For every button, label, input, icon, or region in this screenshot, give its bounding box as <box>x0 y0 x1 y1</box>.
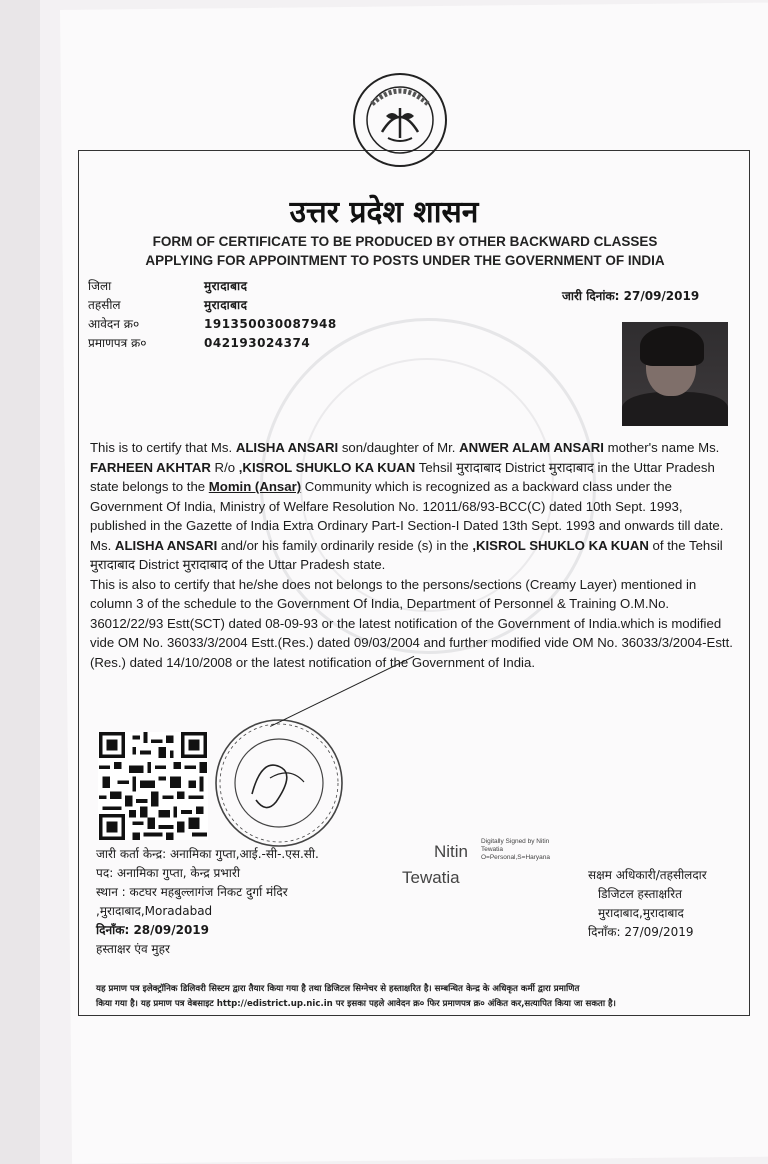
body-paragraph-2 <box>90 536 740 575</box>
applicant-name: ALISHA ANSARI <box>235 440 339 455</box>
authority-location: मुरादाबाद,मुरादाबाद <box>598 906 684 920</box>
text-run: and/or his family ordinarily reside (s) in the <box>217 537 473 553</box>
detail-label: जिला <box>88 279 112 293</box>
text-run: R/o <box>210 459 239 475</box>
issuer-place: स्थान : कटघर महबुल्लागंज निकट दुर्गा मंदिर <box>96 885 288 899</box>
photo-body-shape <box>622 392 728 426</box>
detail-value: 042193024374 <box>204 335 311 350</box>
detail-label: प्रमाणपत्र क्र० <box>88 336 147 350</box>
digital-signature-name-last: Tewatia <box>402 868 460 887</box>
footer-line-1: यह प्रमाण पत्र इलेक्ट्रॉनिक डिलिवरी सिस्टम द्वारा तैयार किया गया है तथा डिजिटल सिग्नेचर से हस्ताक्षरित है। सम्बन्धित केन्द्र के अधिकृत कर्मी द्वारा प्रमाणित <box>96 984 580 994</box>
digital-signature-name-first: Nitin <box>434 842 469 861</box>
text-run: This is to certify that Ms. <box>90 440 236 455</box>
issuer-block <box>96 845 319 959</box>
form-title <box>100 232 710 270</box>
mother-name: FARHEEN AKHTAR <box>90 459 211 475</box>
detail-value: मुरादाबाद <box>204 298 248 312</box>
applicant-photo <box>622 322 728 426</box>
detail-value: 191350030087948 <box>204 316 337 331</box>
footer-line-2: किया गया है। यह प्रमाण पत्र वेबसाइट http://edistrict.up.nic.in पर इसका पहले आवेदन क्र० फिर प्रमाणपत्र क्र० अंकित कर,सत्यापित किया जा सकता है। <box>96 999 616 1009</box>
father-name: ANWER ALAM ANSARI <box>459 440 604 455</box>
text-run: Ms. <box>90 537 115 553</box>
text-run: mother's name Ms. <box>603 440 720 455</box>
detail-row-district <box>88 276 337 295</box>
digital-signature-note-line: Digitally Signed by Nitin <box>481 838 550 845</box>
issuer-center: जारी कर्ता केन्द्र: अनामिका गुप्ता,आई.-सी-.एस.सी. <box>96 847 319 861</box>
detail-label: तहसील <box>88 298 121 312</box>
form-title-line-1: FORM OF CERTIFICATE TO BE PRODUCED BY OTHER BACKWARD CLASSES <box>152 234 658 249</box>
certificate-body <box>90 438 740 672</box>
footer-note <box>96 982 742 1012</box>
authority-title: सक्षम अधिकारी/तहसीलदार <box>588 868 707 882</box>
qr-code-icon <box>98 732 208 840</box>
detail-row-tehsil <box>88 295 337 314</box>
authority-digital-sign: डिजिटल हस्ताक्षरित <box>598 887 682 901</box>
certificate-details <box>88 276 337 352</box>
up-government-emblem-icon <box>352 72 448 168</box>
applicant-name: ALISHA ANSARI <box>114 537 218 553</box>
form-title-line-2: APPLYING FOR APPOINTMENT TO POSTS UNDER THE GOVERNMENT OF INDIA <box>145 253 665 268</box>
sign-and-seal-label: हस्ताक्षर एंव मुहर <box>96 942 170 956</box>
photo-hair-shape <box>640 326 704 366</box>
text-run: Tehsil मुरादाबाद District मुरादाबाद in the Uttar Pradesh state belongs to the <box>90 459 715 494</box>
address: ,KISROL SHUKLO KA KUAN <box>238 459 416 475</box>
text-run: Community which is recognized as a backward class under the Government Of India, Ministry of Welfare Resolution No. 12011/68/93-BCC(C) dated 10th Sept. 1993, published in the Gazette of India Extra Ordinary Part-I Section-I Dated 13th Sept. 1993 and onwards till date. <box>90 479 724 533</box>
text-run: of the Tehsil मुरादाबाद District मुरादाबाद of the Uttar Pradesh state. <box>90 537 723 572</box>
community-name: Momin (Ansar) <box>208 479 302 494</box>
detail-value: मुरादाबाद <box>204 279 248 293</box>
issue-date: जारी दिनांक: 27/09/2019 <box>562 289 700 303</box>
digital-signature-note <box>481 838 591 862</box>
issuer-date-value: दिनाँक: 28/09/2019 <box>96 923 210 937</box>
address: ,KISROL SHUKLO KA KUAN <box>472 537 649 553</box>
detail-row-certificate-no <box>88 333 337 352</box>
detail-row-application-no <box>88 314 337 333</box>
authority-block <box>588 866 707 942</box>
issuer-city: ,मुरादाबाद,Moradabad <box>96 904 213 918</box>
issuer-post: पद: अनामिका गुप्ता, केन्द्र प्रभारी <box>96 866 240 880</box>
text-run: son/daughter of Mr. <box>338 440 460 455</box>
detail-label: आवेदन क्र० <box>88 317 140 331</box>
digital-signature-note-line: Tewatia <box>481 846 504 853</box>
authority-date: दिनाँक: 27/09/2019 <box>588 925 694 939</box>
digital-signature-note-line: O=Personal,S=Haryana <box>481 854 551 861</box>
issuer-date <box>96 921 319 940</box>
body-paragraph-3: This is also to certify that he/she does not belongs to the persons/sections (Creamy Layer) mentioned in column 3 of the schedule to the Government Of India, Department of Personnel & Training O.M.No. 36012/22/93 Estt(SCT) dated 08-09-93 or the latest notification of the Government of India.which is modified vide OM No. 36033/3/2004 Estt.(Res.) dated 09/03/2004 and further modified vide OM No. 36033/3/2004-Estt. (Res.) dated 14/10/2008 or the latest notification of the Government of India. <box>90 576 733 670</box>
office-seal-icon <box>212 716 346 850</box>
page-title-hindi: उत्तर प्रदेश शासन <box>289 195 479 230</box>
body-paragraph-1 <box>90 438 740 536</box>
